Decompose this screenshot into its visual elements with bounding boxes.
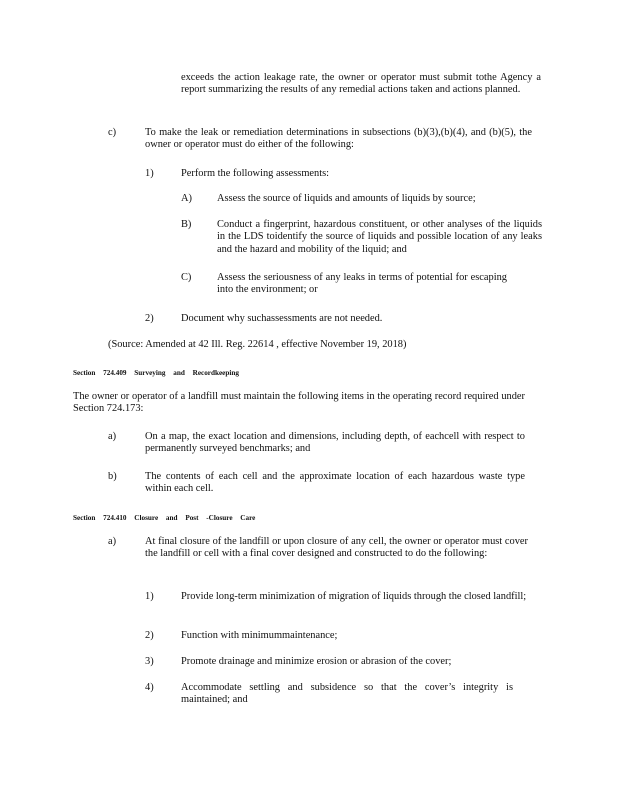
subsection-c-text: To make the leak or remediation determinations in subsections (b)(3),(b)(4), and (b)(5), the owner or operator must do either of the following: (145, 127, 532, 151)
closure-item-2-label: 2) (145, 630, 154, 641)
section-409-b-text: The contents of each cell and the approximate location of each hazardous waste type within each cell. (145, 471, 525, 495)
section-409-heading: Section 724.409 Surveying and Recordkeeping (73, 369, 239, 377)
section-409-a-text: On a map, the exact location and dimensions, including depth, of eachcell with respect to permanently surveyed benchmarks; and (145, 431, 525, 455)
section-409-intro: The owner or operator of a landfill must maintain the following items in the operating record required under Section 724.173: (73, 391, 525, 415)
section-410-a-label: a) (108, 536, 117, 547)
item-A-label: A) (181, 193, 192, 204)
item-B-text: Conduct a fingerprint, hazardous constituent, or other analyses of the liquids in the LDS toidentify the source of liquids and possible location of any leaks and the hazard and mobility of the liquid; and (217, 219, 542, 255)
section-410-heading: Section 724.410 Closure and Post -Closure Care (73, 514, 256, 522)
closure-item-1-text: Provide long-term minimization of migration of liquids through the closed landfill; (181, 591, 527, 602)
section-409-a-label: a) (108, 431, 117, 442)
item-A-text: Assess the source of liquids and amounts of liquids by source; (217, 193, 476, 204)
item-1-text: Perform the following assessments: (181, 168, 330, 179)
section-409-b-label: b) (108, 471, 117, 482)
closure-item-3-text: Promote drainage and minimize erosion or abrasion of the cover; (181, 656, 452, 667)
closure-item-1-label: 1) (145, 591, 154, 602)
closure-item-3-label: 3) (145, 656, 154, 667)
source-note: (Source: Amended at 42 Ill. Reg. 22614 , effective November 19, 2018) (108, 339, 407, 350)
closure-item-4-label: 4) (145, 682, 154, 693)
section-410-a-text: At final closure of the landfill or upon closure of any cell, the owner or operator must cover the landfill or cell with a final cover designed and constructed to do the following: (145, 536, 528, 560)
item-1-label: 1) (145, 168, 154, 179)
item-C-label: C) (181, 272, 192, 283)
closure-item-2-text: Function with minimummaintenance; (181, 630, 338, 641)
continuation-paragraph: exceeds the action leakage rate, the owner or operator must submit tothe Agency a report summarizing the results of any remedial actions taken and actions planned. (181, 72, 541, 96)
subsection-c-label: c) (108, 127, 117, 138)
item-B-label: B) (181, 219, 192, 230)
item-2-text: Document why suchassessments are not needed. (181, 313, 383, 324)
item-C-text: Assess the seriousness of any leaks in terms of potential for escaping into the environment; or (217, 272, 507, 296)
closure-item-4-text: Accommodate settling and subsidence so that the cover’s integrity is maintained; and (181, 682, 513, 706)
item-2-label: 2) (145, 313, 154, 324)
